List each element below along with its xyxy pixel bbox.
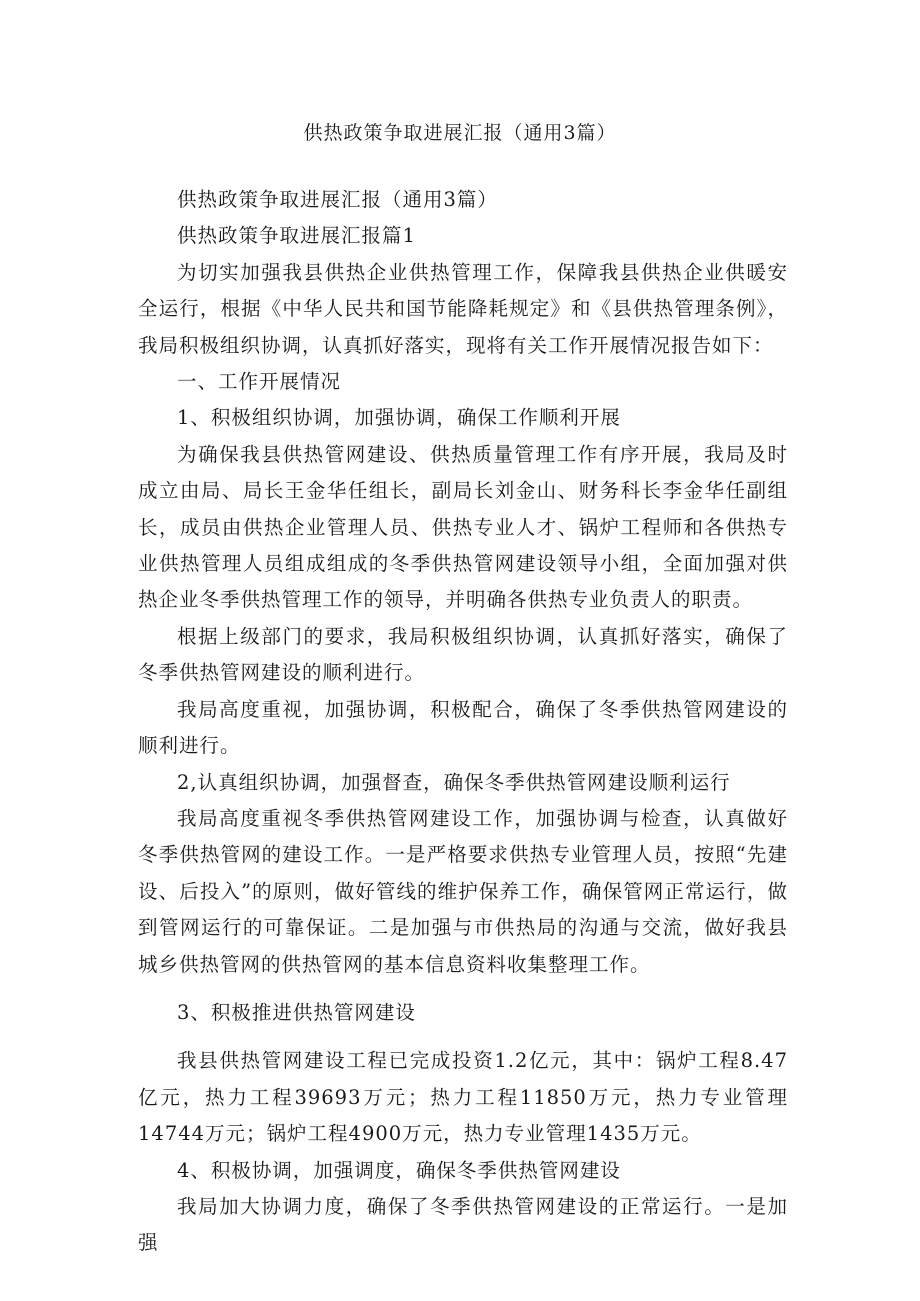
paragraph-leadership-group: 为确保我县供热管网建设、供热质量管理工作有序开展，我局及时成立由局、局长王金华任组长，副局长刘金山、财务科长李金华任副组长，成员由供热企业管理人员、供热专业人才、锅炉工程师和各供热专业供热管理人员组成组成的冬季供热管网建设领导小组，全面加强对供热企业冬季供热管理工作的领导，并明确各供热专业负责人的职责。 xyxy=(138,442,788,612)
paragraph-construction-work: 我局高度重视冬季供热管网建设工作，加强协调与检查，认真做好冬季供热管网的建设工作。一是严格要求供热专业管理人员，按照“先建设、后投入”的原则，做好管线的维护保养工作，确保管网正常运行，做到管网运行的可靠保证。二是加强与市供热局的沟通与交流，做好我县城乡供热管网的供热管网的基本信息资料收集整理工作。 xyxy=(138,806,788,976)
section-heading: 供热政策争取进展汇报篇1 xyxy=(177,224,416,248)
document-body xyxy=(138,182,788,1262)
intro-paragraph: 为切实加强我县供热企业供热管理工作，保障我县供热企业供暖安全运行，根据《中华人民共和国节能降耗规定》和《县供热管理条例》，我局积极组织协调，认真抓好落实，现将有关工作开展情况报告如下： xyxy=(138,260,788,357)
page-title: 供热政策争取进展汇报（通用3篇） xyxy=(303,122,617,144)
subheading-2: 2,认真组织协调，加强督查，确保冬季供热管网建设顺利运行 xyxy=(177,770,731,794)
subheading-4: 4、积极协调，加强调度，确保冬季供热管网建设 xyxy=(177,1158,621,1182)
paragraph-investment: 我县供热管网建设工程已完成投资1.2亿元，其中：锅炉工程8.47亿元，热力工程39693万元；热力工程11850万元，热力专业管理14744万元；锅炉工程4900万元，热力专业管理1435万元。 xyxy=(138,1049,788,1146)
paragraph-high-attention: 我局高度重视，加强协调，积极配合，确保了冬季供热管网建设的顺利进行。 xyxy=(138,697,788,758)
subheading-1: 1、积极组织协调，加强协调，确保工作顺利开展 xyxy=(177,406,621,430)
subheading-3: 3、积极推进供热管网建设 xyxy=(177,1000,416,1024)
subtitle-line: 供热政策争取进展汇报（通用3篇） xyxy=(177,188,498,211)
heading-work-status: 一、工作开展情况 xyxy=(177,370,342,394)
paragraph-superior-requirements: 根据上级部门的要求，我局积极组织协调，认真抓好落实，确保了冬季供热管网建设的顺利进行。 xyxy=(138,624,788,685)
paragraph-coordination: 我局加大协调力度，确保了冬季供热管网建设的正常运行。一是加强 xyxy=(138,1194,788,1255)
